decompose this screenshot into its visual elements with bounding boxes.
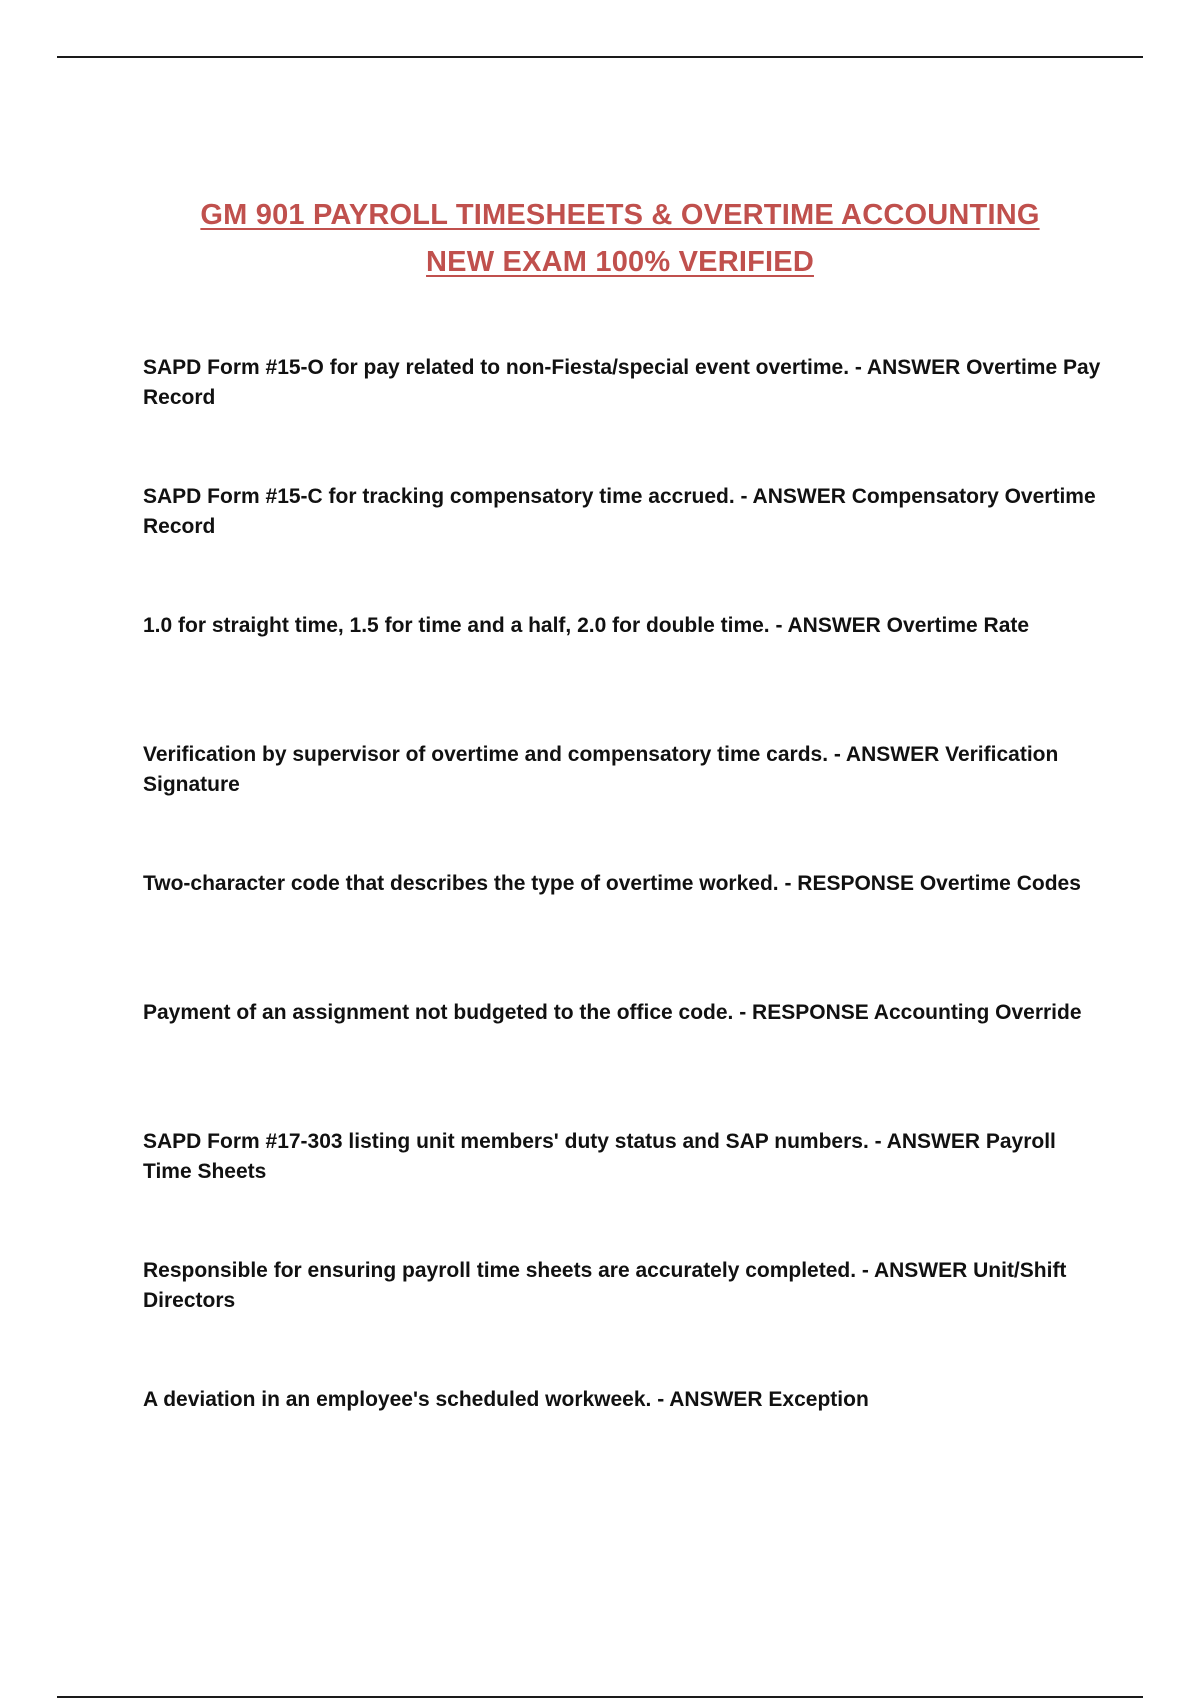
qa-item: 1.0 for straight time, 1.5 for time and a half, 2.0 for double time. - ANSWER Overtime Rate	[143, 614, 1030, 637]
qa-item: Two-character code that describes the type of overtime worked. - RESPONSE Overtime Codes	[143, 872, 1081, 895]
document-title	[0, 192, 1200, 286]
qa-list	[143, 353, 1103, 1514]
title-line-1: GM 901 PAYROLL TIMESHEETS & OVERTIME ACCOUNTING	[200, 199, 1040, 231]
qa-item: SAPD Form #15-O for pay related to non-Fiesta/special event overtime. - ANSWER Overtime Pay Record	[143, 356, 1101, 409]
qa-item: Responsible for ensuring payroll time sheets are accurately completed. - ANSWER Unit/Shift Directors	[143, 1259, 1067, 1312]
title-line-2: NEW EXAM 100% VERIFIED	[426, 246, 814, 278]
bottom-rule	[57, 1696, 1143, 1698]
qa-item: A deviation in an employee's scheduled workweek. - ANSWER Exception	[143, 1388, 869, 1411]
qa-item: SAPD Form #17-303 listing unit members' duty status and SAP numbers. - ANSWER Payroll Time Sheets	[143, 1130, 1056, 1183]
qa-item: Verification by supervisor of overtime and compensatory time cards. - ANSWER Verification Signature	[143, 743, 1059, 796]
qa-item: Payment of an assignment not budgeted to the office code. - RESPONSE Accounting Override	[143, 1001, 1082, 1024]
qa-item: SAPD Form #15-C for tracking compensatory time accrued. - ANSWER Compensatory Overtime Record	[143, 485, 1096, 538]
top-rule	[57, 56, 1143, 58]
